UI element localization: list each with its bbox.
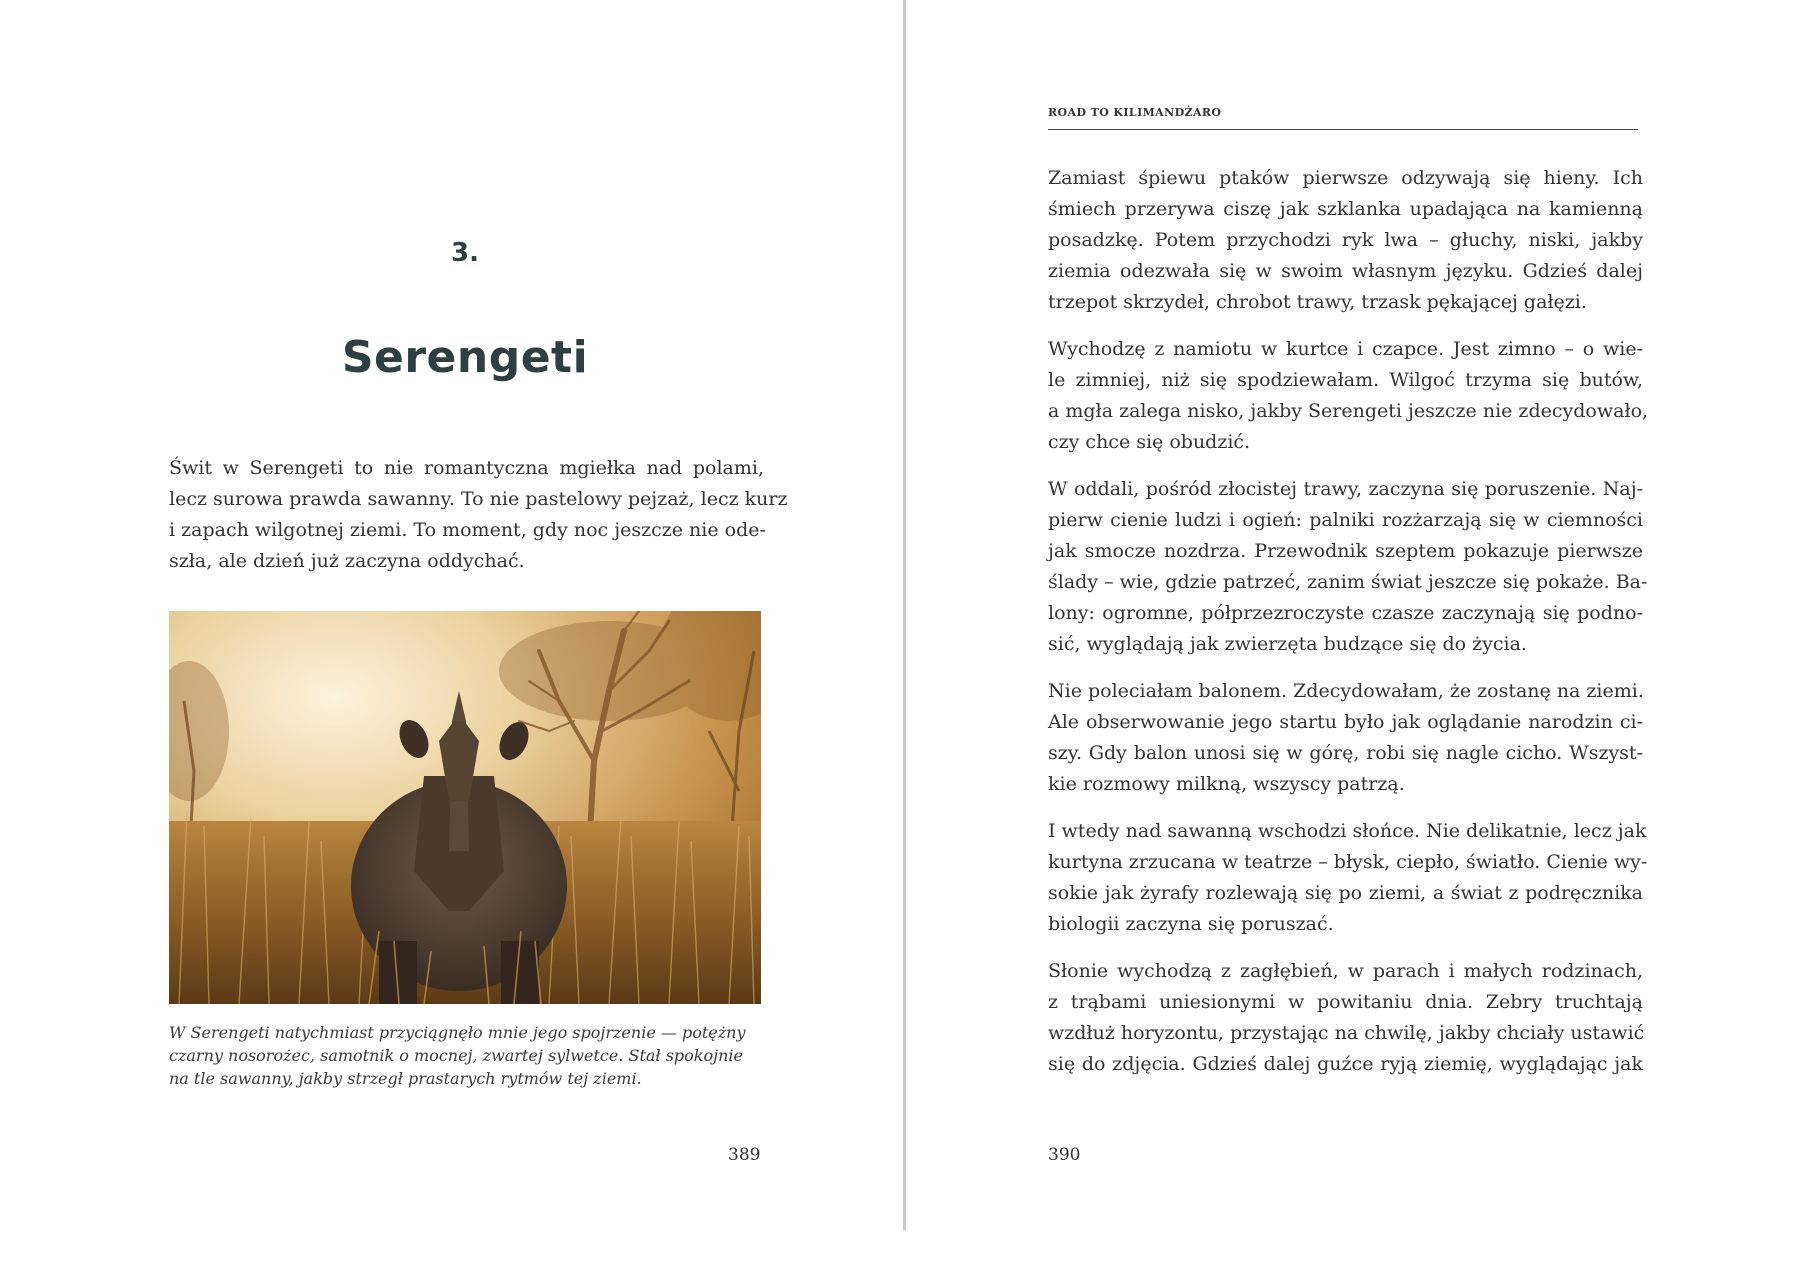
body-line: sokie jak żyrafy rozlewają się po ziemi, a świat z podręcznika bbox=[1048, 882, 1643, 904]
body-line: jak smocze nozdrza. Przewodnik szeptem pokazuje pierwsze bbox=[1048, 540, 1643, 562]
left-page bbox=[0, 0, 903, 1230]
book-gutter bbox=[903, 0, 906, 1230]
body-line: sić, wyglądają jak zwierzęta budzące się do życia. bbox=[1048, 633, 1527, 655]
body-line: kie rozmowy milkną, wszyscy patrzą. bbox=[1048, 773, 1405, 795]
body-line: śmiech przerywa ciszę jak szklanka upadająca na kamienną bbox=[1048, 198, 1643, 220]
body-line: Zamiast śpiewu ptaków pierwsze odzywają się hieny. Ich bbox=[1048, 167, 1643, 189]
running-head-rule bbox=[1048, 129, 1638, 130]
body-line: z trąbami uniesionymi w powitaniu dnia. Zebry truchtają bbox=[1048, 991, 1643, 1013]
body-paragraph bbox=[1048, 474, 1648, 660]
body-line: posadzkę. Potem przychodzi ryk lwa – głuchy, niski, jakby bbox=[1048, 229, 1643, 251]
body-line: Nie poleciałam balonem. Zdecydowałam, że zostanę na ziemi. bbox=[1048, 680, 1644, 702]
body-line: czy chce się obudzić. bbox=[1048, 431, 1251, 453]
body-line: Wychodzę z namiotu w kurtce i czapce. Jest zimno – o wie- bbox=[1048, 338, 1643, 360]
intro-line: Świt w Serengeti to nie romantyczna mgiełka nad polami, bbox=[169, 457, 764, 479]
intro-paragraph bbox=[169, 453, 788, 577]
body-line: lony: ogromne, półprzezroczyste czasze zaczynają się podno- bbox=[1048, 602, 1643, 624]
page-number-right: 390 bbox=[1048, 1145, 1081, 1165]
body-line: ślady – wie, gdzie patrzeć, zanim świat jeszcze się pokaże. Ba- bbox=[1048, 571, 1648, 593]
body-line: le zimniej, niż się spodziewałam. Wilgoć trzyma się butów, bbox=[1048, 369, 1643, 391]
chapter-number: 3. bbox=[451, 238, 479, 268]
body-line: Ale obserwowanie jego startu było jak oglądanie narodzin ci- bbox=[1048, 711, 1643, 733]
body-line: trzepot skrzydeł, chrobot trawy, trzask pękającej gałęzi. bbox=[1048, 291, 1587, 313]
running-head: ROAD TO KILIMANDŻARO bbox=[1048, 106, 1222, 119]
body-line: ziemia odezwała się w swoim własnym języku. Gdzieś dalej bbox=[1048, 260, 1643, 282]
body-line: kurtyna zrzucana w teatrze – błysk, ciepło, światło. Cienie wy- bbox=[1048, 851, 1648, 873]
body-paragraph bbox=[1048, 956, 1643, 1080]
body-line: pierw cienie ludzi i ogień: palniki rozżarzają się w ciemności bbox=[1048, 509, 1643, 531]
body-line: biologii zaczyna się poruszać. bbox=[1048, 913, 1334, 935]
body-line: szy. Gdy balon unosi się w górę, robi się nagle cicho. Wszyst- bbox=[1048, 742, 1643, 764]
intro-line: i zapach wilgotnej ziemi. To moment, gdy noc jeszcze nie ode- bbox=[169, 519, 766, 541]
photo-caption bbox=[169, 1021, 764, 1090]
body-line: się do zdjęcia. Gdzieś dalej guźce ryją ziemię, wyglądając jak bbox=[1048, 1053, 1643, 1075]
body-paragraph bbox=[1048, 334, 1649, 458]
caption-line: W Serengeti natychmiast przyciągnęło mnie jego spojrzenie — potężny bbox=[169, 1023, 746, 1042]
body-line: Słonie wychodzą z zagłębień, w parach i małych rodzinach, bbox=[1048, 960, 1643, 982]
body-paragraph bbox=[1048, 816, 1648, 940]
rhino-photo bbox=[169, 611, 761, 1004]
caption-line: na tle sawanny, jakby strzegł prastarych rytmów tej ziemi. bbox=[169, 1069, 642, 1088]
body-paragraph bbox=[1048, 676, 1643, 800]
intro-line: lecz surowa prawda sawanny. To nie pastelowy pejzaż, lecz kurz bbox=[169, 488, 788, 510]
body-line: a mgła zalega nisko, jakby Serengeti jeszcze nie zdecydowało, bbox=[1048, 400, 1649, 422]
page-number-left: 389 bbox=[728, 1145, 761, 1165]
chapter-title: Serengeti bbox=[341, 332, 589, 383]
caption-line: czarny nosorożec, samotnik o mocnej, zwartej sylwetce. Stał spokojnie bbox=[169, 1046, 743, 1065]
body-text bbox=[1048, 163, 1649, 1096]
body-line: I wtedy nad sawanną wschodzi słońce. Nie delikatnie, lecz jak bbox=[1048, 820, 1647, 842]
body-paragraph bbox=[1048, 163, 1643, 318]
body-line: W oddali, pośród złocistej trawy, zaczyna się poruszenie. Naj- bbox=[1048, 478, 1643, 500]
body-line: wzdłuż horyzontu, przystając na chwilę, jakby chciały ustawić bbox=[1048, 1022, 1645, 1044]
intro-line: szła, ale dzień już zaczyna oddychać. bbox=[169, 550, 525, 572]
